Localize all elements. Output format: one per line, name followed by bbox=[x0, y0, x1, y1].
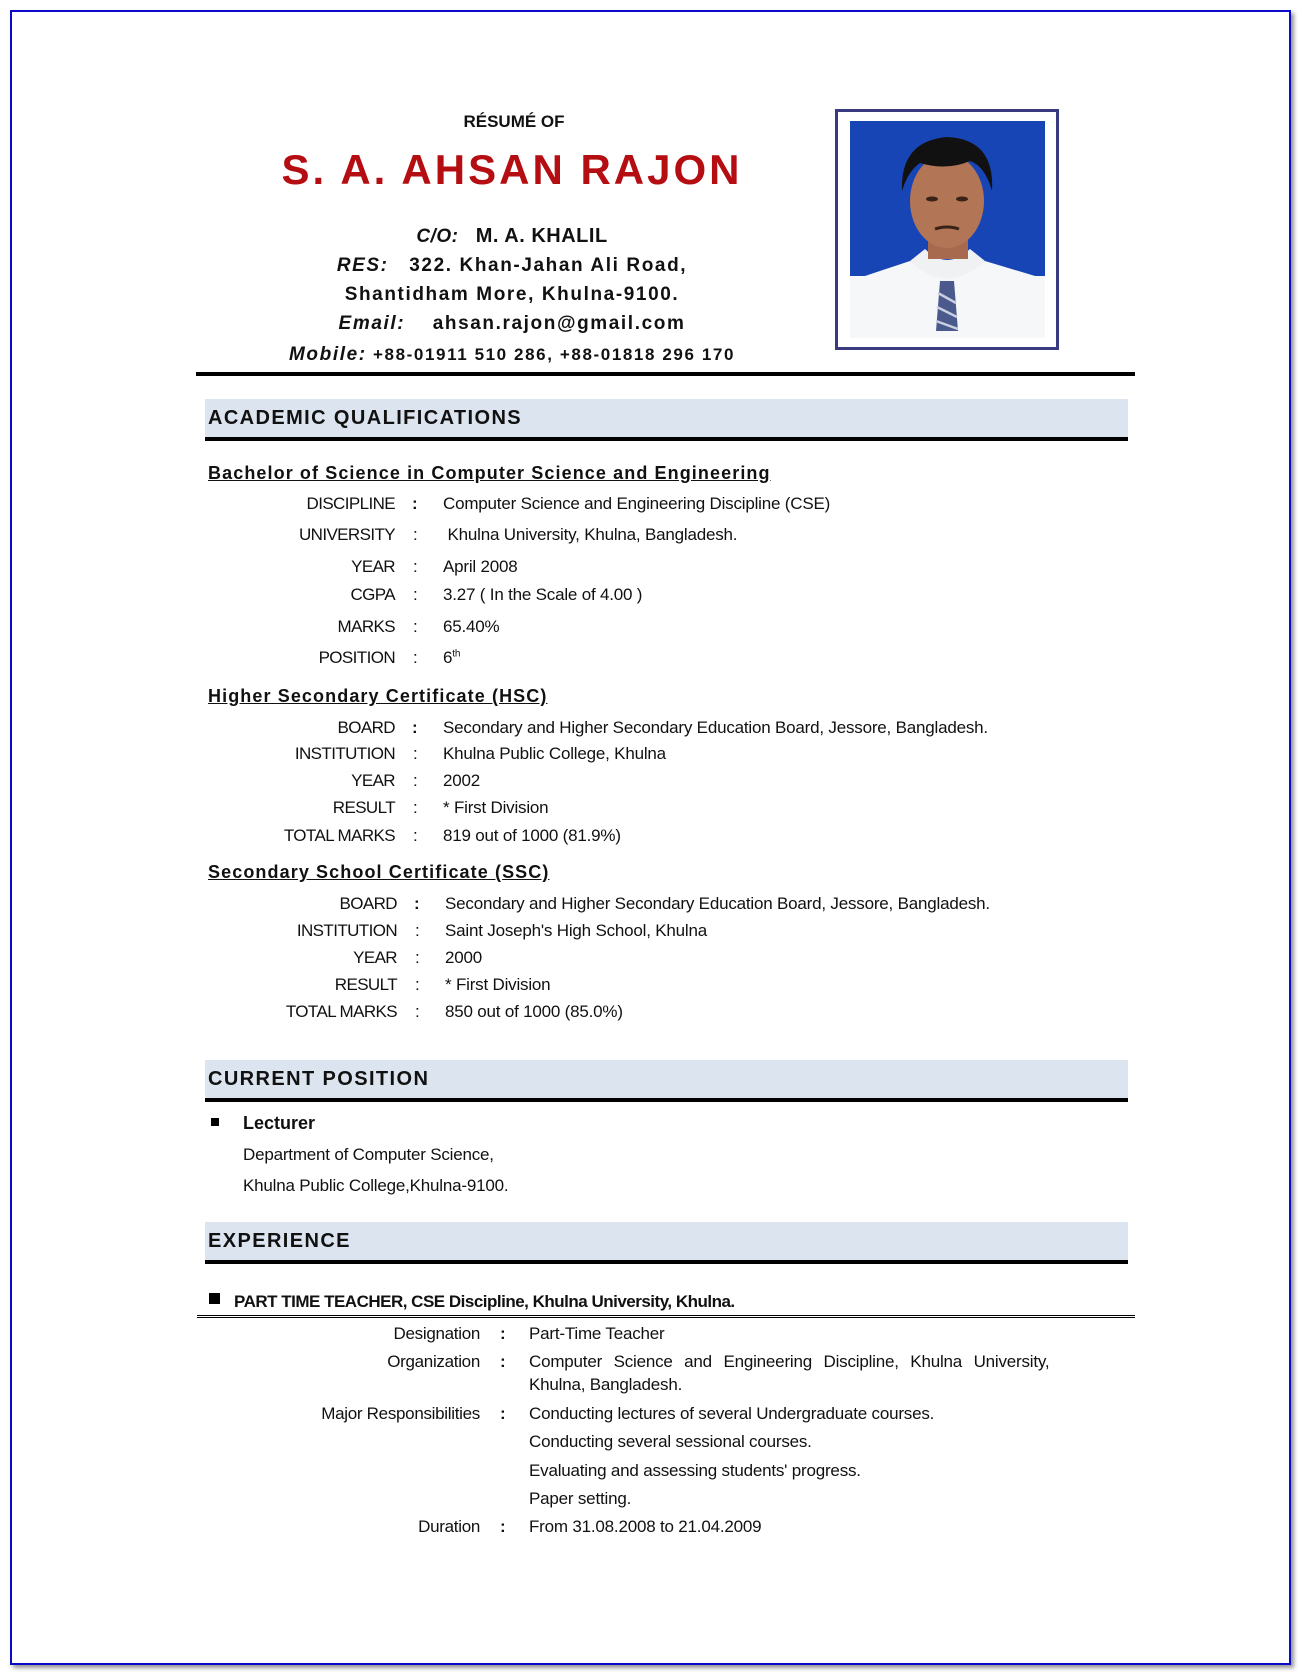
row-colon: : bbox=[413, 585, 418, 604]
row-label: Organization bbox=[387, 1352, 480, 1371]
row-label: YEAR bbox=[351, 771, 395, 790]
row-value: 3.27 ( In the Scale of 4.00 ) bbox=[443, 585, 643, 604]
row-label: RESULT bbox=[334, 975, 397, 994]
row-colon: : bbox=[415, 921, 420, 940]
row-label: POSITION bbox=[318, 648, 395, 667]
experience-divider bbox=[197, 1315, 1135, 1318]
row-value: Khulna University, Khulna, Bangladesh. bbox=[443, 525, 738, 544]
resume-of-label: RÉSUMÉ OF bbox=[463, 112, 565, 131]
row-label: TOTAL MARKS bbox=[285, 1002, 397, 1021]
row-colon: : bbox=[413, 826, 418, 845]
row-value: 65.40% bbox=[443, 617, 500, 636]
row-label: MARKS bbox=[337, 617, 395, 636]
square-bullet-icon bbox=[209, 1293, 220, 1304]
section-current-position bbox=[205, 1060, 1128, 1102]
care-of-line bbox=[416, 225, 607, 248]
row-label: UNIVERSITY bbox=[298, 525, 395, 544]
photo-frame bbox=[835, 109, 1059, 350]
residence-line1: 322. Khan-Jahan Ali Road, bbox=[409, 255, 688, 276]
row-label: YEAR bbox=[351, 557, 395, 576]
email-line bbox=[339, 313, 686, 335]
row-colon: : bbox=[413, 525, 418, 544]
row-label: TOTAL MARKS bbox=[283, 826, 395, 845]
passport-photo bbox=[850, 121, 1045, 338]
mobile-label: Mobile: bbox=[288, 344, 367, 365]
row-value bbox=[443, 648, 460, 668]
row-colon: : bbox=[413, 798, 418, 817]
row-value: April 2008 bbox=[443, 557, 518, 576]
row-colon: : bbox=[415, 975, 420, 994]
row-label: BOARD bbox=[339, 894, 397, 913]
row-colon: : bbox=[413, 771, 418, 790]
row-value: From 31.08.2008 to 21.04.2009 bbox=[529, 1517, 762, 1536]
row-colon: : bbox=[500, 1324, 506, 1343]
bsc-heading: Bachelor of Science in Computer Science and Engineering bbox=[208, 463, 771, 483]
care-of-value: M. A. KHALIL bbox=[475, 225, 608, 247]
row-value: Conducting lectures of several Undergraduate courses. bbox=[529, 1404, 935, 1423]
section-title-experience: EXPERIENCE bbox=[208, 1230, 351, 1252]
current-line: Department of Computer Science, bbox=[243, 1145, 494, 1164]
row-value-cont: Khulna, Bangladesh. bbox=[529, 1375, 683, 1394]
row-colon: : bbox=[500, 1517, 506, 1536]
portrait-icon bbox=[850, 121, 1045, 338]
hsc-heading: Higher Secondary Certificate (HSC) bbox=[208, 686, 548, 706]
row-colon: : bbox=[413, 557, 418, 576]
row-value: Secondary and Higher Secondary Education Board, Jessore, Bangladesh. bbox=[445, 894, 990, 913]
row-label: DISCIPLINE bbox=[306, 494, 395, 513]
header-divider bbox=[196, 372, 1135, 376]
residence-line bbox=[337, 255, 687, 277]
row-value: Computer Science and Engineering Discipline, Khulna University, bbox=[529, 1352, 1050, 1371]
row-value: 850 out of 1000 (85.0%) bbox=[445, 1002, 623, 1021]
mobile-value: +88-01911 510 286, +88-01818 296 170 bbox=[373, 345, 736, 364]
section-academic bbox=[205, 399, 1128, 441]
email-label: Email: bbox=[338, 313, 406, 334]
row-colon: : bbox=[412, 718, 418, 737]
row-colon: : bbox=[412, 494, 418, 513]
row-colon: : bbox=[414, 894, 420, 913]
section-title-current: CURRENT POSITION bbox=[208, 1068, 430, 1090]
row-value: Evaluating and assessing students' progress. bbox=[529, 1461, 861, 1480]
row-label: INSTITUTION bbox=[294, 744, 395, 763]
section-title-academic: ACADEMIC QUALIFICATIONS bbox=[208, 407, 523, 429]
row-value: 819 out of 1000 (81.9%) bbox=[443, 826, 621, 845]
row-value: Paper setting. bbox=[529, 1489, 632, 1508]
row-label: Duration bbox=[418, 1517, 480, 1536]
row-label: Designation bbox=[393, 1324, 480, 1343]
row-label: YEAR bbox=[353, 948, 397, 967]
candidate-name: S. A. AHSAN RAJON bbox=[281, 146, 743, 193]
current-line: Khulna Public College,Khulna-9100. bbox=[243, 1176, 509, 1195]
row-colon: : bbox=[415, 1002, 420, 1021]
row-colon: : bbox=[413, 744, 418, 763]
experience-title: PART TIME TEACHER, CSE Discipline, Khulna University, Khulna. bbox=[234, 1292, 735, 1311]
row-value: * First Division bbox=[443, 798, 549, 817]
row-value: Khulna Public College, Khulna bbox=[443, 744, 666, 763]
residence-label: RES: bbox=[336, 255, 389, 276]
mobile-line bbox=[289, 344, 735, 366]
row-value: 2002 bbox=[443, 771, 481, 790]
ssc-heading: Secondary School Certificate (SSC) bbox=[208, 862, 550, 882]
current-title: Lecturer bbox=[243, 1113, 316, 1133]
care-of-label: C/O: bbox=[416, 226, 459, 247]
row-value: Secondary and Higher Secondary Education Board, Jessore, Bangladesh. bbox=[443, 718, 988, 737]
row-value: Part-Time Teacher bbox=[529, 1324, 665, 1343]
row-value: Conducting several sessional courses. bbox=[529, 1432, 812, 1451]
row-label: BOARD bbox=[337, 718, 395, 737]
row-value: * First Division bbox=[445, 975, 551, 994]
row-value: Computer Science and Engineering Discipline (CSE) bbox=[443, 494, 831, 513]
row-colon: : bbox=[415, 948, 420, 967]
row-label: INSTITUTION bbox=[296, 921, 397, 940]
row-colon: : bbox=[413, 617, 418, 636]
row-value: Saint Joseph's High School, Khulna bbox=[445, 921, 708, 940]
row-colon: : bbox=[500, 1404, 506, 1423]
residence-line2: Shantidham More, Khulna-9100. bbox=[344, 284, 680, 305]
row-colon: : bbox=[500, 1352, 506, 1371]
section-experience bbox=[205, 1222, 1128, 1264]
row-value: 2000 bbox=[445, 948, 483, 967]
square-bullet-icon bbox=[211, 1118, 219, 1126]
email-value[interactable]: ahsan.rajon@gmail.com bbox=[432, 313, 686, 334]
row-colon: : bbox=[413, 648, 418, 667]
row-label: RESULT bbox=[332, 798, 395, 817]
row-label: Major Responsibilities bbox=[321, 1404, 480, 1423]
row-label: CGPA bbox=[350, 585, 395, 604]
position-suffix: th bbox=[452, 648, 461, 660]
position-number: 6 bbox=[443, 648, 453, 667]
